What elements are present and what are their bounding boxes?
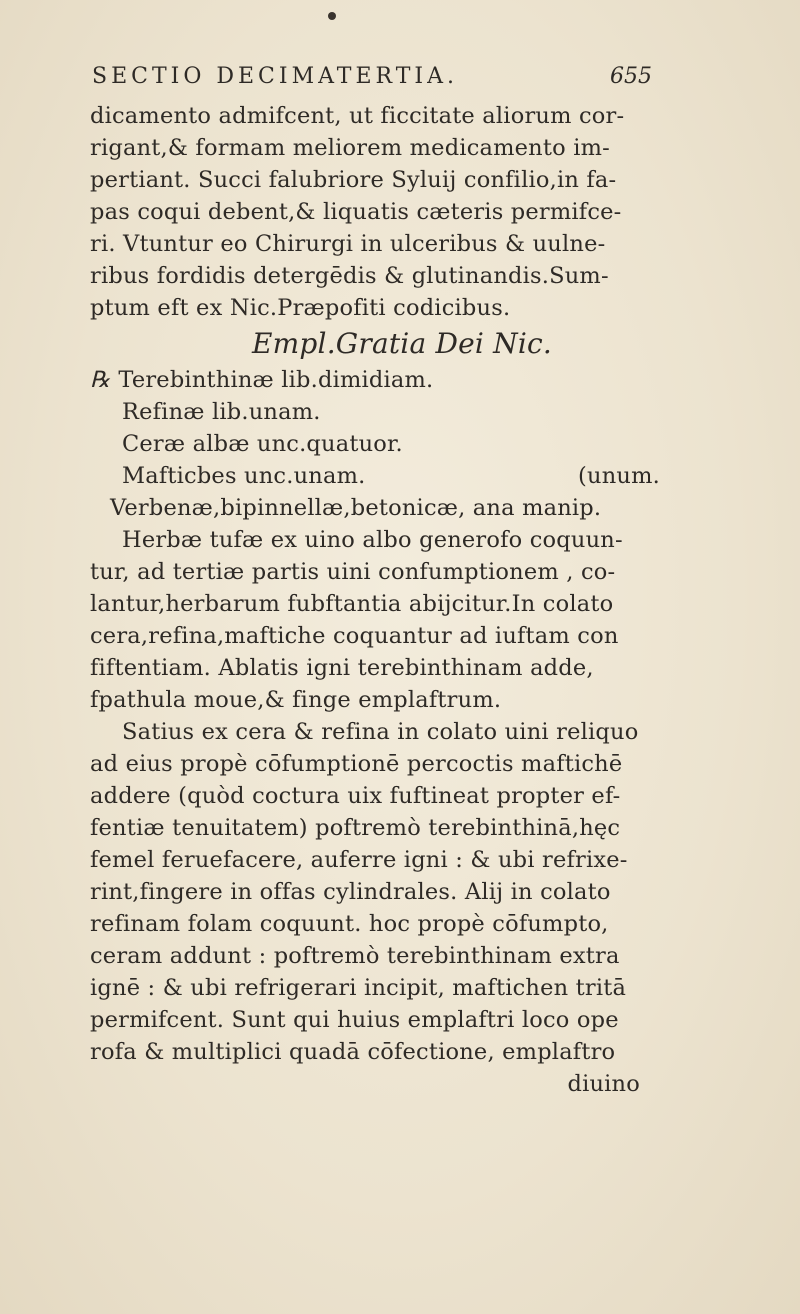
text-line: ri. Vtuntur eo Chirurgi in ulceribus & uulne- bbox=[90, 231, 606, 257]
ink-dot bbox=[328, 12, 336, 20]
page-number: 655 bbox=[610, 64, 652, 89]
text-line: pertiant. Succi falubriore Syluij confilio,in fa- bbox=[90, 167, 617, 193]
text-line: ad eius propè cōfumptionē percoctis maftichē bbox=[90, 751, 623, 777]
text-line: rofa & multiplici quadā cōfectione, emplaftro bbox=[90, 1039, 616, 1065]
text-line: refinam folam coquunt. hoc propè cōfumpto, bbox=[90, 911, 609, 937]
recipe-symbol: ℞ bbox=[90, 367, 111, 393]
text-line: rigant,& formam meliorem medicamento im- bbox=[90, 135, 610, 161]
text-line: lantur,herbarum fubftantia abijcitur.In colato bbox=[90, 591, 614, 617]
text-line: rint,fingere in offas cylindrales. Alij in colato bbox=[90, 879, 611, 905]
text-line: tur, ad tertiæ partis uini confumptionem , co- bbox=[90, 559, 616, 585]
text-line: ribus fordidis detergēdis & glutinandis.Sum- bbox=[90, 263, 609, 289]
recipe-line: Verbenæ,bipinnellæ,betonicæ, ana manip. bbox=[110, 495, 602, 521]
running-header bbox=[92, 64, 652, 94]
text-line: addere (quòd coctura uix fuftineat propter ef- bbox=[90, 783, 621, 809]
text-line: ceram addunt : poftremò terebinthinam extra bbox=[90, 943, 620, 969]
text-line: femel feruefacere, auferre igni : & ubi refrixe- bbox=[90, 847, 628, 873]
text-line: fentiæ tenuitatem) poftremò terebinthinā,hęc bbox=[90, 815, 621, 841]
body-text bbox=[90, 100, 660, 1100]
recipe-line bbox=[90, 460, 660, 492]
section-title: SECTIO DECIMATERTIA. bbox=[92, 64, 458, 89]
turnover-note: (unum. bbox=[578, 463, 660, 489]
text-line: cera,refina,maftiche coquantur ad iuftam con bbox=[90, 623, 619, 649]
text-line: Satius ex cera & refina in colato uini reliquo bbox=[122, 719, 639, 745]
catchword: diuino bbox=[567, 1071, 640, 1097]
text-line: ptum eft ex Nic.Præpofiti codicibus. bbox=[90, 295, 511, 321]
text-line: permifcent. Sunt qui huius emplaftri loco ope bbox=[90, 1007, 619, 1033]
recipe-line: Refinæ lib.unam. bbox=[122, 399, 321, 425]
recipe-heading: Empl.Gratia Dei Nic. bbox=[252, 327, 552, 360]
text-line: dicamento admifcent, ut ficcitate aliorum cor- bbox=[90, 103, 625, 129]
text-line: fpathula moue,& finge emplaftrum. bbox=[90, 687, 502, 713]
recipe-ingredient: Mafticbes unc.unam. bbox=[122, 463, 366, 489]
recipe-line: Ceræ albæ unc.quatuor. bbox=[122, 431, 403, 457]
recipe-ingredient: Terebinthinæ lib.dimidiam. bbox=[118, 367, 434, 393]
text-line: ignē : & ubi refrigerari incipit, maftichen tritā bbox=[90, 975, 627, 1001]
text-line: Herbæ tufæ ex uino albo generofo coquun- bbox=[122, 527, 623, 553]
recipe-line bbox=[90, 364, 660, 396]
text-line: fiftentiam. Ablatis igni terebinthinam adde, bbox=[90, 655, 594, 681]
text-line: pas coqui debent,& liquatis cæteris permifce- bbox=[90, 199, 622, 225]
